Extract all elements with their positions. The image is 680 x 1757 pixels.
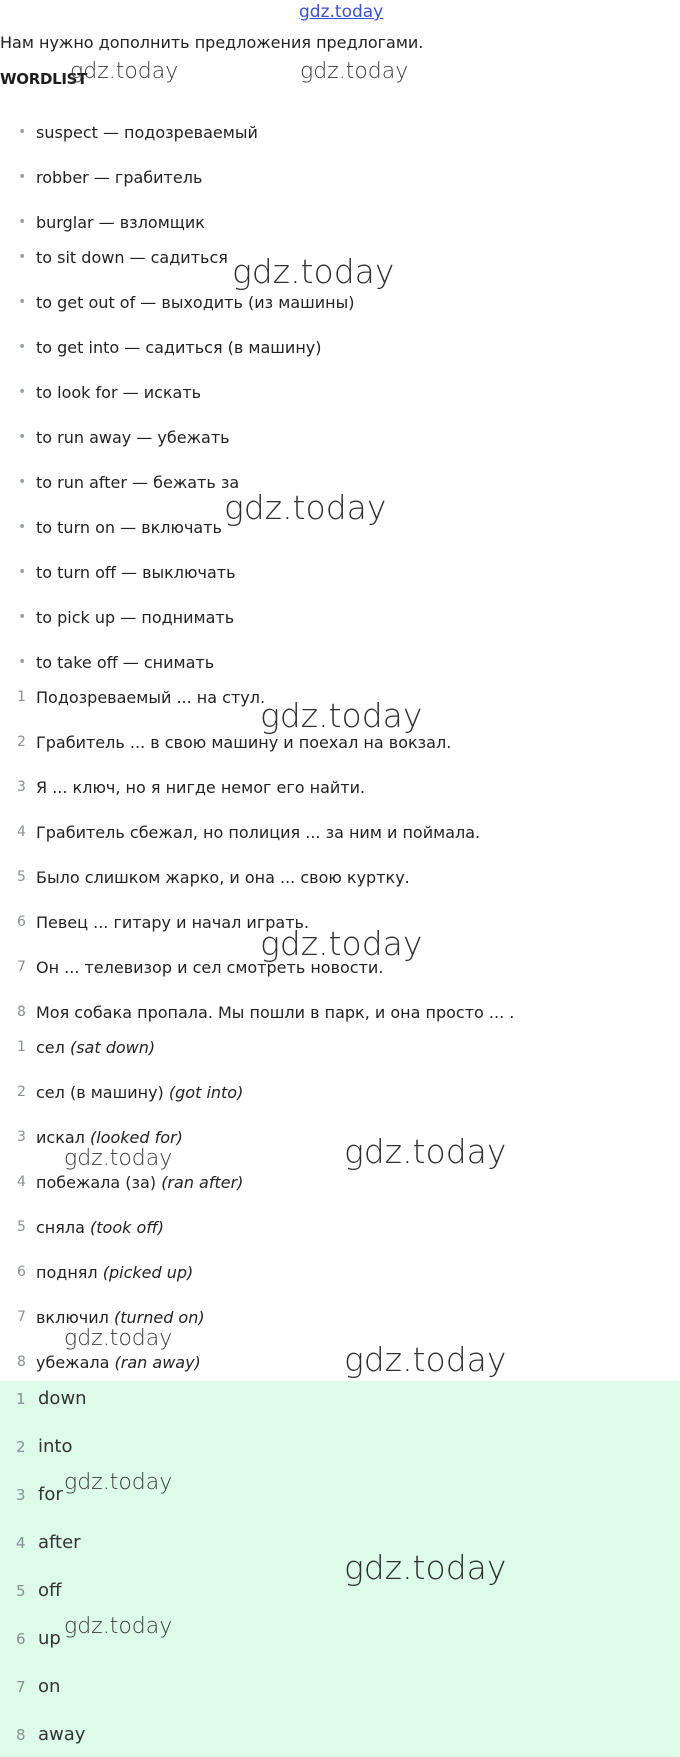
list-item: • to sit down — садиться	[36, 248, 228, 267]
intro-text: Нам нужно дополнить предложения предлогами.	[0, 33, 424, 52]
watermark: gdz.today	[260, 696, 423, 735]
answer-item: 5 off	[16, 1580, 62, 1601]
list-item: • to turn off — выключать	[36, 563, 236, 582]
answer-item: 4 after	[16, 1532, 81, 1553]
list-item: • robber — грабитель	[36, 168, 202, 187]
list-item: • to get into — садиться (в машину)	[36, 338, 322, 357]
sentence-item: 5 Было слишком жарко, и она ... свою куртку.	[17, 868, 410, 887]
answer-item: 8 away	[16, 1724, 86, 1745]
translation-item: 1 сел (sat down)	[17, 1038, 156, 1057]
watermark: gdz.today	[70, 59, 179, 84]
translation-item: 5 сняла (took off)	[17, 1218, 165, 1237]
translation-item: 8 убежала (ran away)	[17, 1353, 201, 1372]
answer-item: 1 down	[16, 1388, 87, 1409]
watermark: gdz.today	[344, 1340, 507, 1379]
answer-item: 7 on	[16, 1676, 61, 1697]
list-item: • to turn on — включать	[36, 518, 222, 537]
translation-item: 6 поднял (picked up)	[17, 1263, 194, 1282]
watermark: gdz.today	[260, 924, 423, 963]
sentence-item: 3 Я ... ключ, но я нигде немог его найти.	[17, 778, 366, 797]
watermark: gdz.today	[232, 252, 395, 291]
watermark: gdz.today	[344, 1132, 507, 1171]
watermark: gdz.today	[64, 1146, 173, 1171]
sentence-item: 6 Певец ... гитару и начал играть.	[17, 913, 310, 932]
list-item: • suspect — подозреваемый	[36, 123, 258, 142]
translation-item: 7 включил (turned on)	[17, 1308, 205, 1327]
translation-item: 3 искал (looked for)	[17, 1128, 183, 1147]
sentence-item: 1 Подозреваемый ... на стул.	[17, 688, 266, 707]
sentence-item: 2 Грабитель ... в свою машину и поехал на вокзал.	[17, 733, 452, 752]
answer-item: 6 up	[16, 1628, 61, 1649]
watermark: gdz.today	[300, 59, 409, 84]
translation-item: 2 сел (в машину) (got into)	[17, 1083, 244, 1102]
list-item: • to get out of — выходить (из машины)	[36, 293, 355, 312]
list-item: • to pick up — поднимать	[36, 608, 234, 627]
answer-item: 2 into	[16, 1436, 73, 1457]
list-item: • to take off — снимать	[36, 653, 214, 672]
list-item: • to run after — бежать за	[36, 473, 239, 492]
watermark: gdz.today	[64, 1614, 173, 1639]
wordlist-heading: WORDLIST	[0, 70, 88, 88]
list-item: • to look for — искать	[36, 383, 201, 402]
translation-item: 4 побежала (за) (ran after)	[17, 1173, 244, 1192]
watermark: gdz.today	[344, 1548, 507, 1587]
watermark: gdz.today	[224, 488, 387, 527]
sentence-item: 7 Он ... телевизор и сел смотреть новости.	[17, 958, 384, 977]
watermark: gdz.today	[64, 1470, 173, 1495]
list-item: • to run away — убежать	[36, 428, 230, 447]
list-item: • burglar — взломщик	[36, 213, 205, 232]
watermark: gdz.today	[64, 1326, 173, 1351]
answer-item: 3 for	[16, 1484, 63, 1505]
sentence-item: 8 Моя собака пропала. Мы пошли в парк, и она просто ... .	[17, 1003, 515, 1022]
site-link[interactable]: gdz.today	[299, 2, 384, 22]
sentence-item: 4 Грабитель сбежал, но полиция ... за ним и поймала.	[17, 823, 481, 842]
answers-panel	[0, 1381, 680, 1757]
